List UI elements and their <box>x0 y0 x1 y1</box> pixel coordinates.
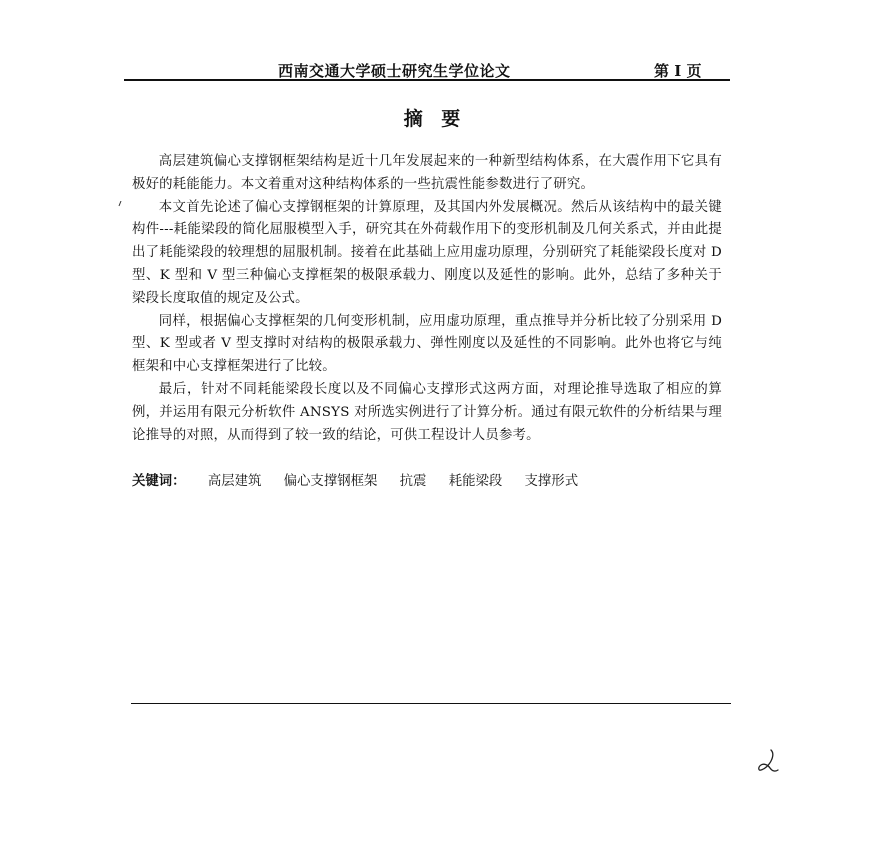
keywords-line <box>132 470 578 489</box>
running-header-title: 西南交通大学硕士研究生学位论文 <box>278 62 511 80</box>
keyword-item: 高层建筑 <box>207 474 262 489</box>
handwritten-mark-icon <box>756 748 780 774</box>
abstract-paragraph: 本文首先论述了偏心支撑钢框架的计算原理，及其国内外发展概况。然后从该结构中的最关键构件---耗能梁段的简化屈服模型入手，研究其在外荷载作用下的变形机制及几何关系式，并由此提出了耗能梁段的较理想的屈服机制。接着在此基础上应用虚功原理，分别研究了耗能梁段长度对 D 型、K 型和 V 型三种偏心支撑框架的极限承载力、刚度以及延性的影响。此外，总结了多种关于梁段长度取值的规定及公式。 <box>132 199 722 306</box>
keywords-label: 关键词： <box>132 473 186 489</box>
keyword-item: 支撑形式 <box>524 474 579 489</box>
abstract-heading: 摘 要 <box>403 108 467 130</box>
abstract-paragraph: 高层建筑偏心支撑钢框架结构是近十几年发展起来的一种新型结构体系，在大震作用下它具有极好的耗能能力。本文着重对这种结构体系的一些抗震性能参数进行了研究。 <box>132 154 722 192</box>
abstract-paragraph: 同样，根据偏心支撑框架的几何变形机制，应用虚功原理，重点推导并分析比较了分别采用 D 型、K 型或者 V 型支撑时对结构的极限承载力、弹性刚度以及延性的不同影响。此外也将它与纯框架和中心支撑框架进行了比较。 <box>132 313 722 375</box>
keyword-item: 偏心支撑钢框架 <box>283 474 378 489</box>
keyword-item: 抗震 <box>399 474 427 489</box>
abstract-paragraph: 最后，针对不同耗能梁段长度以及不同偏心支撑形式这两方面，对理论推导选取了相应的算例，并运用有限元分析软件 ANSYS 对所选实例进行了计算分析。通过有限元软件的分析结果与理论推导的对照，从而得到了较一致的结论，可供工程设计人员参考。 <box>132 381 722 443</box>
keyword-item: 耗能梁段 <box>448 474 503 489</box>
running-header-page-number: 第 I 页 <box>654 62 702 80</box>
abstract-body <box>132 151 722 447</box>
stray-mark-icon <box>118 201 122 207</box>
footer-rule <box>131 703 731 704</box>
header-rule <box>124 79 730 81</box>
